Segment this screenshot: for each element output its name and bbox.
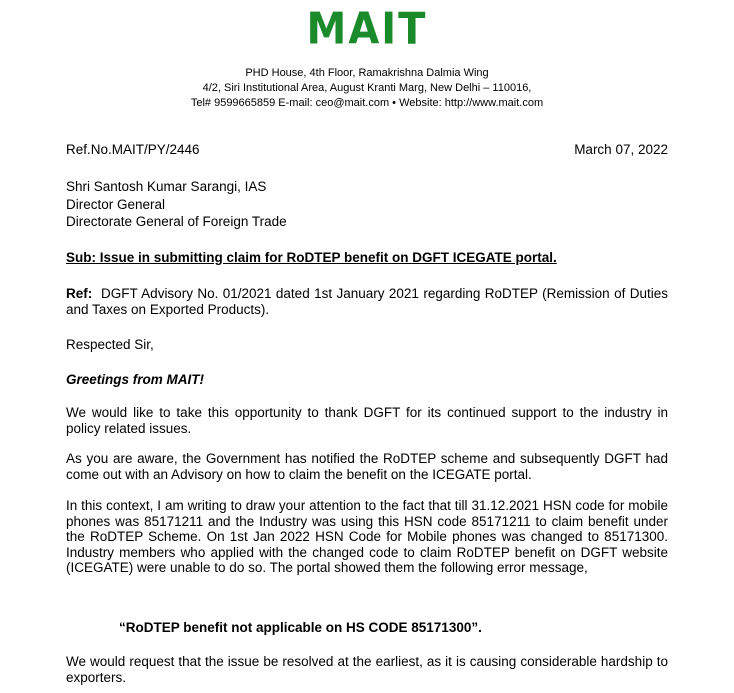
reference-line	[66, 142, 668, 157]
paragraph-issue: In this context, I am writing to draw your attention to the fact that till 31.12.2021 HSN code for mobile phones was 85171211 and the Industry was using this HSN code 85171211 to claim benefit under the RoDTEP Scheme. On 1st Jan 2022 HSN Code for Mobile phones was changed to 85171300. Industry members who applied with the changed code to claim RoDTEP benefit on DGFT website (ICEGATE) were unable to do so. The portal showed them the following error message,	[66, 498, 668, 575]
letter-date: March 07, 2022	[574, 142, 668, 157]
reference-paragraph	[66, 286, 668, 317]
addressee-name: Shri Santosh Kumar Sarangi, IAS	[66, 179, 267, 194]
letterhead-address-line-1: PHD House, 4th Floor, Ramakrishna Dalmia Wing	[245, 67, 489, 79]
paragraph-thanks: We would like to take this opportunity to thank DGFT for its continued support to the industry in policy related issues.	[66, 405, 668, 436]
paragraph-request: We would request that the issue be resolved at the earliest, as it is causing considerable hardship to exporters.	[66, 654, 668, 685]
logo-text: MAIT	[306, 3, 428, 55]
reference-text: DGFT Advisory No. 01/2021 dated 1st January 2021 regarding RoDTEP (Remission of Duties and Taxes on Exported Products).	[66, 286, 668, 317]
letterhead-address-line-2: 4/2, Siri Institutional Area, August Kranti Marg, New Delhi – 110016,	[202, 82, 532, 94]
reference-number: Ref.No.MAIT/PY/2446	[66, 142, 200, 157]
addressee-designation: Director General	[66, 196, 166, 212]
mait-logo	[0, 3, 734, 55]
subject-line: Sub: Issue in submitting claim for RoDTEP benefit on DGFT ICEGATE portal.	[66, 250, 557, 265]
reference-label: Ref:	[66, 286, 93, 301]
addressee-organization: Directorate General of Foreign Trade	[66, 214, 287, 229]
addressee-block	[66, 178, 668, 231]
salutation: Respected Sir,	[66, 337, 154, 352]
letterhead-contact-line: Tel# 9599665859 E-mail: ceo@mait.com • Website: http://www.mait.com	[190, 97, 544, 109]
paragraph-advisory: As you are aware, the Government has notified the RoDTEP scheme and subsequently DGFT had come out with an Advisory on how to claim the benefit on the ICEGATE portal.	[66, 451, 668, 482]
error-message-quote: “RoDTEP benefit not applicable on HS CODE 85171300”.	[119, 620, 482, 635]
greeting: Greetings from MAIT!	[66, 372, 205, 387]
